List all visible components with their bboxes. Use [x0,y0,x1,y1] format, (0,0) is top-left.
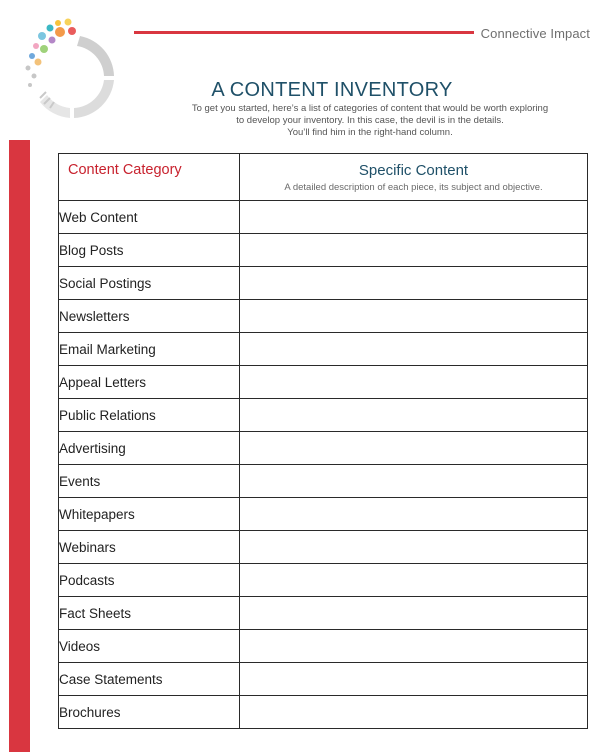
specific-content-cell[interactable] [240,597,588,630]
table-row [59,597,588,630]
specific-content-cell[interactable] [240,465,588,498]
table-row [59,465,588,498]
brand-name: Connective Impact [480,26,590,41]
table-row [59,696,588,729]
specific-content-cell[interactable] [240,696,588,729]
content-category-cell: Social Postings [59,267,240,300]
content-category-cell: Newsletters [59,300,240,333]
specific-content-header-label: Specific Content [358,162,469,179]
content-category-cell: Podcasts [59,564,240,597]
specific-content-cell[interactable] [240,663,588,696]
table-row [59,630,588,663]
table-row [59,300,588,333]
specific-content-cell[interactable] [240,267,588,300]
content-category-header [59,154,240,201]
specific-content-cell[interactable] [240,498,588,531]
table-row [59,234,588,267]
header-rule [134,31,474,34]
content-category-cell: Email Marketing [59,333,240,366]
specific-content-cell[interactable] [240,564,588,597]
content-category-cell: Events [59,465,240,498]
table-row [59,531,588,564]
content-category-cell: Appeal Letters [59,366,240,399]
content-category-cell: Case Statements [59,663,240,696]
table-row [59,399,588,432]
content-category-header-label: Content Category [68,162,182,178]
intro-line: You’ll find him in the right-hand column. [287,127,453,138]
table-row [59,366,588,399]
table-row [59,564,588,597]
table-row [59,267,588,300]
content-category-cell: Fact Sheets [59,597,240,630]
intro-line: To get you started, here’s a list of categories of content that would be worth exploring [191,103,549,114]
content-category-cell: Web Content [59,201,240,234]
side-accent-bar [9,140,30,752]
content-category-cell: Public Relations [59,399,240,432]
content-category-cell: Blog Posts [59,234,240,267]
specific-content-cell[interactable] [240,234,588,267]
content-inventory-table [58,153,588,729]
page-title: A CONTENT INVENTORY [211,79,453,101]
content-category-cell: Whitepapers [59,498,240,531]
content-category-cell: Videos [59,630,240,663]
intro-text [160,103,580,139]
content-category-cell: Advertising [59,432,240,465]
intro-line: to develop your inventory. In this case, the devil is in the details. [236,115,504,126]
content-category-cell: Brochures [59,696,240,729]
brand-logo [14,16,130,132]
specific-content-cell[interactable] [240,630,588,663]
table-row [59,201,588,234]
content-category-cell: Webinars [59,531,240,564]
specific-content-cell[interactable] [240,366,588,399]
specific-content-cell[interactable] [240,432,588,465]
specific-content-cell[interactable] [240,399,588,432]
specific-content-header [240,154,588,201]
specific-content-cell[interactable] [240,531,588,564]
table-row [59,498,588,531]
specific-content-cell[interactable] [240,333,588,366]
table-row [59,333,588,366]
table-row [59,432,588,465]
specific-content-cell[interactable] [240,300,588,333]
table-row [59,663,588,696]
specific-content-subheader: A detailed description of each piece, its subject and objective. [284,182,543,193]
specific-content-cell[interactable] [240,201,588,234]
